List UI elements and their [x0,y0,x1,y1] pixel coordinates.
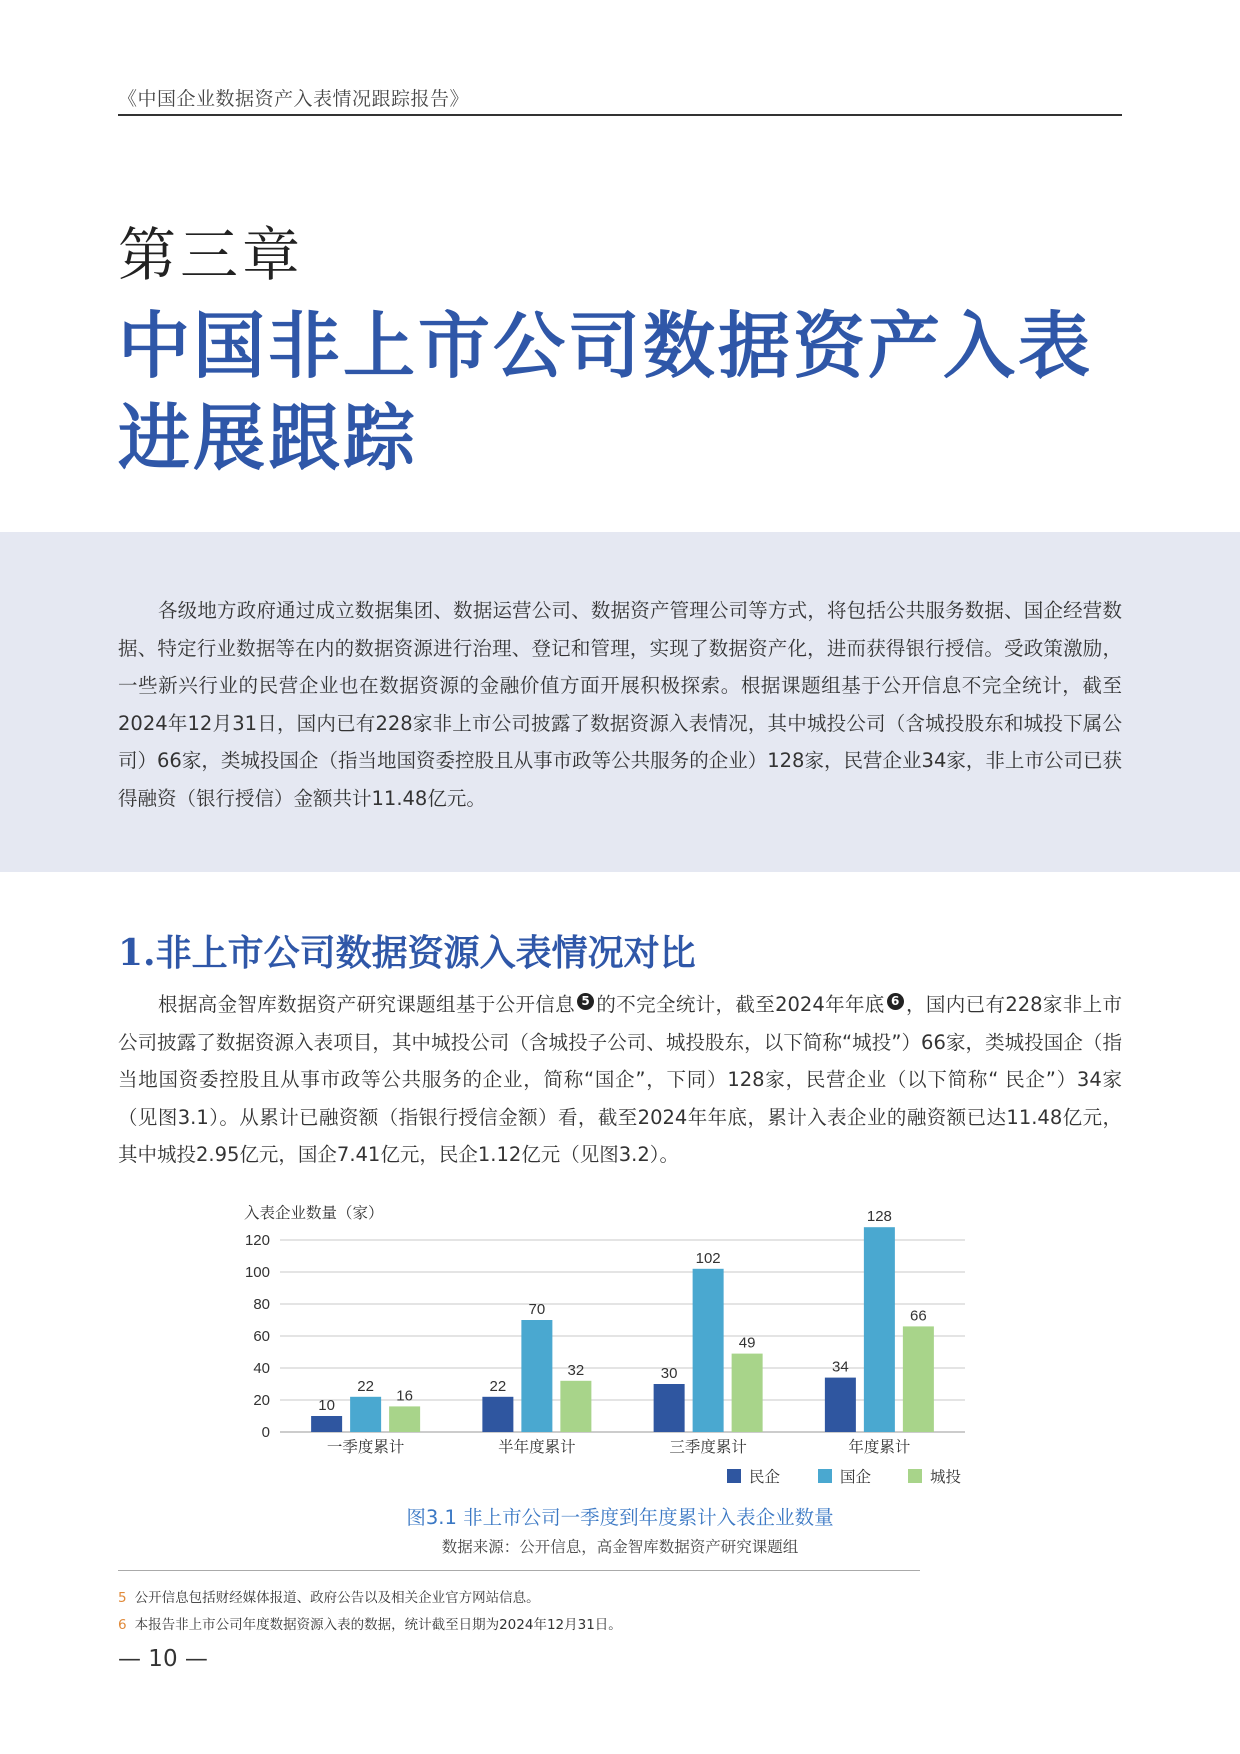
bar-城投 [560,1381,591,1432]
bar-民企 [482,1397,513,1432]
bar-民企 [825,1378,856,1432]
bar-国企 [521,1320,552,1432]
figure-source: 数据来源：公开信息，高金智库数据资产研究课题组 [441,1538,799,1556]
legend-swatch [727,1469,741,1483]
bar-国企 [350,1397,381,1432]
data-label: 16 [396,1387,413,1405]
bar-国企 [864,1227,895,1432]
y-axis-label: 入表企业数量（家） [244,1205,384,1222]
chapter-number: 第三章 [118,221,305,289]
x-tick-label: 三季度累计 [669,1439,747,1456]
y-tick-label: 40 [253,1360,270,1377]
header-rule [118,114,1122,116]
section-text-part1: 根据高金智库数据资产研究课题组基于公开信息 [158,993,576,1016]
bar-chart [230,1198,990,1508]
chart-svg [230,1198,990,1508]
section-heading: 1.非上市公司数据资源入表情况对比 [118,932,696,974]
data-label: 102 [695,1249,721,1267]
bar-城投 [389,1406,420,1432]
section-text-part3: ，国内已有228家非上市公司披露了数据资源入表项目，其中城投公司（含城投子公司、城投股东，以下简称“城投”）66家，类城投国企（指当地国资委控股且从事市政等公共服务的企业，简称“国企”，下同）128家，民营企业（以下简称“ 民企”）34家（见图3.1）。从累计已融资额（指银行授信金额）看，截至2024年年底，累计入表企业的融资额已达11.48亿元，其中城投2.95亿元，国企7.41亿元，民企1.12亿元（见图3.2）。 [118,993,1122,1166]
y-tick-label: 120 [244,1232,270,1249]
bar-国企 [693,1269,724,1432]
data-label: 22 [489,1377,507,1395]
summary-paragraph: 各级地方政府通过成立数据集团、数据运营公司、数据资产管理公司等方式，将包括公共服务数据、国企经营数据、特定行业数据等在内的数据资源进行治理、登记和管理，实现了数据资产化，进而获得银行授信。受政策激励，一些新兴行业的民营企业也在数据资源的金融价值方面开展积极探索。根据课题组基于公开信息不完全统计，截至2024年12月31日，国内已有228家非上市公司披露了数据资源入表情况，其中城投公司（含城投股东和城投下属公司）66家，类城投国企（指当地国资委控股且从事市政等公共服务的企业）128家，民营企业34家，非上市公司已获得融资（银行授信）金额共计11.48亿元。 [118,599,1122,810]
y-tick-label: 60 [253,1328,270,1345]
footnote-number: 5 [118,1590,127,1606]
footnote-ref-5[interactable]: 5 [577,993,594,1010]
y-tick-label: 0 [261,1424,270,1441]
legend-label: 国企 [840,1469,872,1486]
footnote-text: 本报告非上市公司年度数据资源入表的数据，统计截至日期为2024年12月31日。 [134,1617,622,1633]
footnote-6 [118,1613,622,1633]
legend-label: 城投 [930,1469,962,1486]
data-label: 22 [357,1377,374,1395]
data-label: 70 [528,1301,546,1318]
data-label: 128 [866,1208,892,1226]
footnote-5 [118,1586,540,1606]
section-text-part2: 的不完全统计，截至2024年年底 [596,993,885,1016]
footnote-rule [118,1570,920,1571]
legend-swatch [908,1469,922,1483]
section-paragraph [118,986,1122,1174]
figure-caption: 图3.1 非上市公司一季度到年度累计入表企业数量 [406,1506,834,1529]
x-tick-label: 一季度累计 [326,1439,405,1456]
data-label: 10 [318,1397,335,1414]
footnote-text: 公开信息包括财经媒体报道、政府公告以及相关企业官方网站信息。 [134,1590,540,1606]
y-tick-label: 20 [253,1392,270,1409]
legend-label: 民企 [749,1469,781,1486]
running-header: 《中国企业数据资产入表情况跟踪报告》 [118,88,470,110]
y-tick-label: 80 [253,1296,270,1313]
legend-swatch [818,1469,832,1483]
footnote-ref-6[interactable]: 6 [887,993,904,1010]
footnote-number: 6 [118,1617,127,1633]
chapter-title: 中国非上市公司数据资产入表进展跟踪 [118,304,1094,480]
bar-民企 [311,1416,342,1432]
bar-民企 [654,1384,685,1432]
data-label: 66 [910,1307,927,1325]
data-label: 30 [660,1365,678,1382]
y-tick-label: 100 [244,1264,270,1281]
x-tick-label: 年度累计 [848,1439,911,1456]
bar-城投 [732,1354,763,1432]
page-number: — 10 — [118,1646,208,1672]
x-tick-label: 半年度累计 [498,1439,576,1456]
data-label: 49 [738,1334,756,1352]
data-label: 32 [567,1361,585,1379]
bar-城投 [903,1326,934,1432]
data-label: 34 [832,1358,849,1376]
